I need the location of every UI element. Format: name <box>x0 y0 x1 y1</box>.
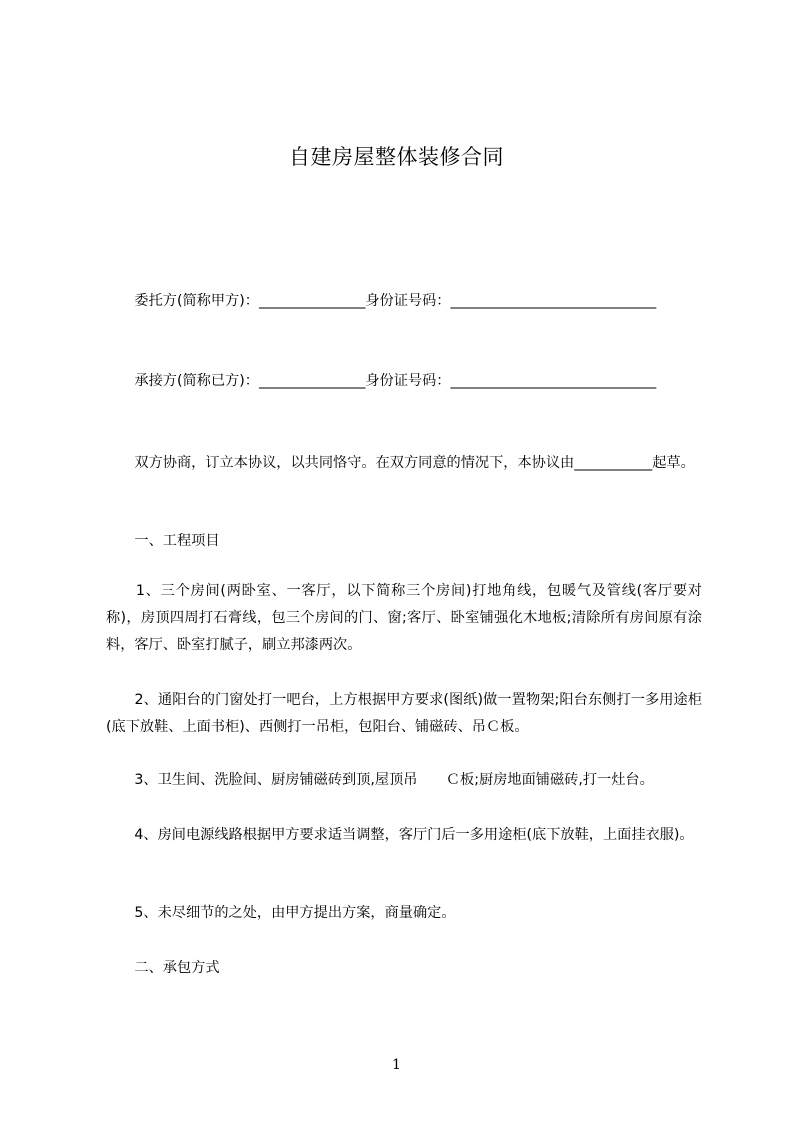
section-heading-contract-method: 二、承包方式 <box>106 960 220 976</box>
project-item-5: 5、未尽细节的之处，由甲方提出方案，商量确定。 <box>106 905 456 921</box>
project-item-1: 1、三个房间(两卧室、一客厅，以下简称三个房间)打地角线，包暖气及管线(客厅要对称)，房顶四周打石膏线，包三个房间的门、窗;客厅、卧室铺强化木地板;清除所有房间原有涂料，客厅、卧室打腻子，刷立邦漆两次。 <box>106 583 702 653</box>
project-item-2: 2、通阳台的门窗处打一吧台，上方根据甲方要求(图纸)做一置物架;阳台东侧打一多用途柜(底下放鞋、上面书柜)、西侧打一吊柜，包阳台、铺磁砖、吊Ｃ板。 <box>106 692 702 735</box>
contract-title: 自建房屋整体装修合同 <box>289 145 504 169</box>
page-number: 1 <box>392 1057 401 1073</box>
agreement-intro: 双方协商，订立本协议，以共同恪守。在双方同意的情况下，本协议由___________起草。 <box>106 455 695 471</box>
party-a-line: 委托方(简称甲方)：_______________身份证号码：_____________________________ <box>106 293 657 309</box>
project-item-4: 4、房间电源线路根据甲方要求适当调整，客厅门后一多用途柜(底下放鞋，上面挂衣服)。 <box>106 827 694 843</box>
section-heading-project: 一、工程项目 <box>106 533 220 549</box>
project-item-3: 3、卫生间、洗脸间、厨房铺磁砖到顶,屋顶吊 Ｃ板;厨房地面铺磁砖,打一灶台。 <box>106 772 654 788</box>
party-b-line: 承接方(简称已方)：_______________身份证号码：_____________________________ <box>106 373 657 389</box>
